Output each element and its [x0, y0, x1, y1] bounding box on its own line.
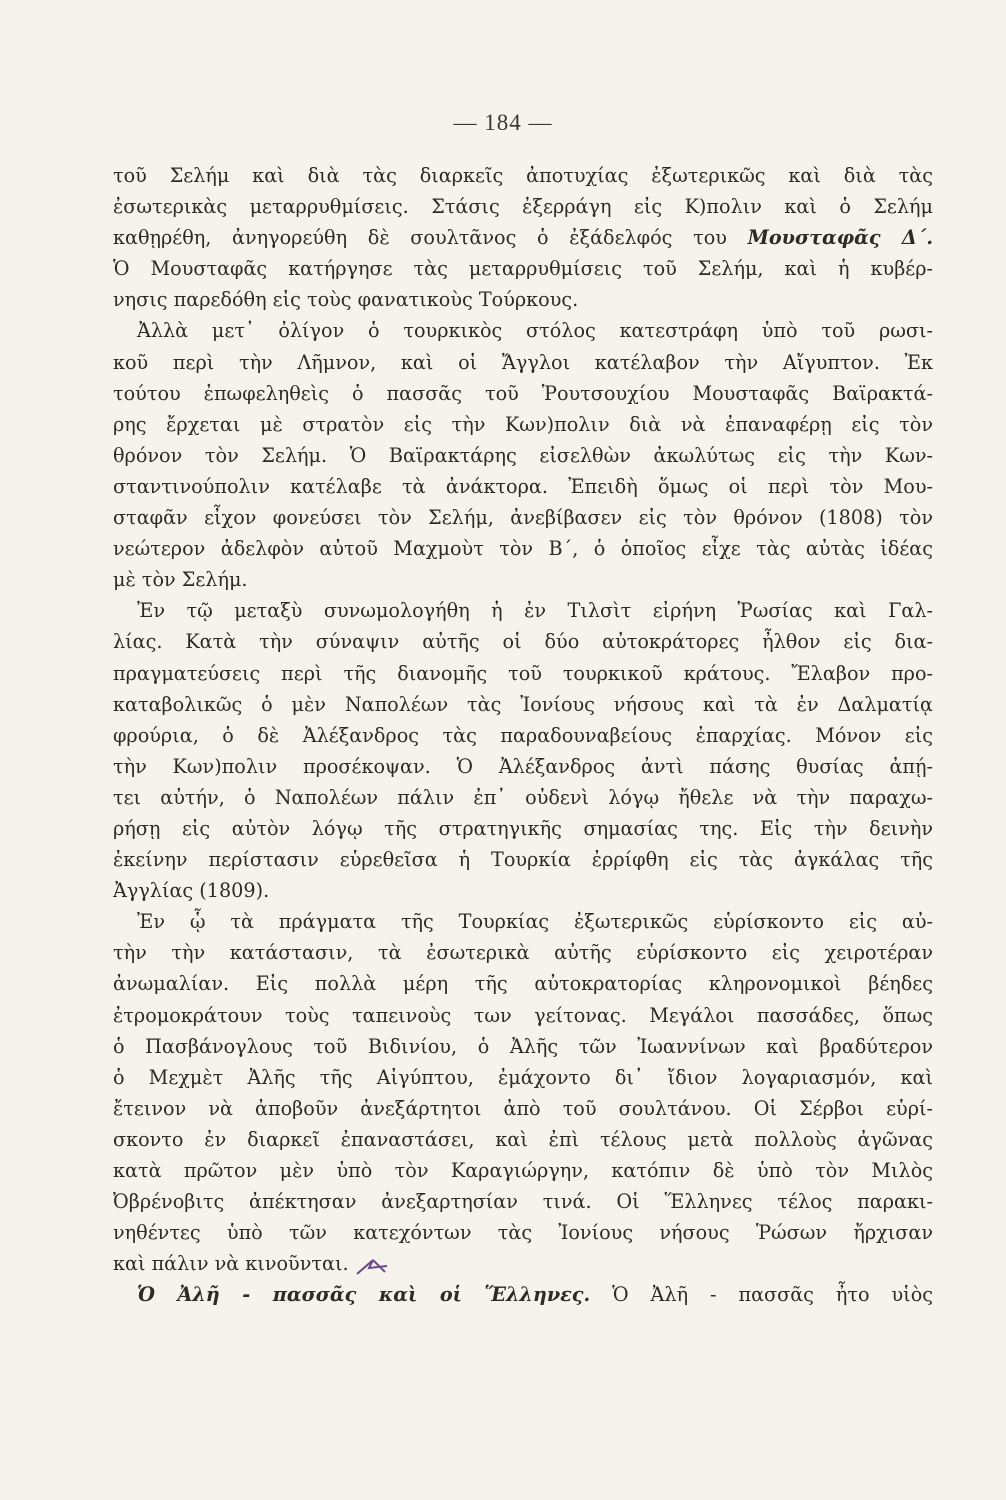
text-line — [113, 751, 933, 782]
text-line — [113, 689, 933, 720]
line-text: λίας. Κατὰ τὴν σύναψιν αὐτῆς οἱ δύο αὐτοκράτορες ἦλθον εἰς δια- — [113, 630, 933, 654]
line-text: Ἐν ᾧ τὰ πράγματα τῆς Τουρκίας ἐξωτερικῶς εὑρίσκοντο εἰς αὐ- — [137, 910, 933, 934]
page-number: — 184 — — [453, 110, 553, 135]
text-line — [113, 378, 933, 409]
line-text: κατὰ πρῶτον μὲν ὑπὸ τὸν Καραγιώργην, κατόπιν δὲ ὑπὸ τὸν Μιλὸς — [113, 1159, 933, 1182]
line-text: Ἀγγλίας (1809). — [113, 879, 270, 903]
line-text: θρόνον τὸν Σελήμ. Ὁ Βαϊρακτάρης εἰσελθὼν ἀκωλύτως εἰς τὴν Κων- — [113, 443, 933, 467]
text-line — [113, 1000, 933, 1031]
text-line — [113, 253, 933, 284]
text-line — [113, 875, 933, 906]
text-line — [113, 658, 933, 689]
text-line — [113, 626, 933, 657]
line-text: τοῦ Σελήμ καὶ διὰ τὰς διαρκεῖς ἀποτυχίας ἐξωτερικῶς καὶ διὰ τὰς — [113, 164, 933, 187]
line-text: μὲ τὸν Σελήμ. — [113, 568, 248, 592]
text-line — [113, 284, 933, 315]
line-text: καθῃρέθη, ἀνηγορεύθη δὲ σουλτᾶνος ὁ ἐξάδελφός του — [113, 226, 748, 250]
text-line — [113, 564, 933, 595]
text-line — [113, 347, 933, 378]
text-line — [113, 191, 933, 222]
line-text: τούτου ἐπωφεληθεὶς ὁ πασσᾶς τοῦ Ῥουτσουχίου Μουσταφᾶς Βαϊρακτά- — [113, 381, 933, 405]
text-line — [113, 1155, 933, 1186]
text-line — [113, 1031, 933, 1062]
text-line — [113, 937, 933, 968]
line-text: καὶ πάλιν νὰ κινοῦνται. — [113, 1252, 349, 1276]
text-line — [113, 1248, 933, 1279]
text-line — [113, 533, 933, 564]
text-line — [113, 315, 933, 346]
line-text: ἔτεινον νὰ ἀποβοῦν ἀνεξάρτητοι ἀπὸ τοῦ σουλτάνου. Οἱ Σέρβοι εὑρί- — [113, 1096, 933, 1120]
line-text: ὁ Μεχμὲτ Ἀλῆς τῆς Αἰγύπτου, ἐμάχοντο δι᾿ ἴδιον λογαριασμόν, καὶ — [113, 1065, 933, 1089]
text-line — [113, 1279, 933, 1310]
text-line — [113, 1062, 933, 1093]
line-text: νησις παρεδόθη εἰς τοὺς φανατικοὺς Τούρκους. — [113, 288, 579, 312]
line-text: τει αὐτήν, ὁ Ναπολέων πάλιν ἐπ᾿ οὐδενὶ λόγῳ ἤθελε νὰ τὴν παραχω- — [113, 785, 933, 809]
text-line — [113, 1217, 933, 1248]
line-text: ρης ἔρχεται μὲ στρατὸν εἰς τὴν Κων)πολιν διὰ νὰ ἐπαναφέρῃ εἰς τὸν — [113, 412, 933, 436]
text-line — [113, 906, 933, 937]
line-text: ἐκείνην περίστασιν εὑρεθεῖσα ἡ Τουρκία ἐρρίφθη εἰς τὰς ἀγκάλας τῆς — [113, 848, 933, 872]
line-text: τὴν τὴν κατάστασιν, τὰ ἐσωτερικὰ αὐτῆς εὑρίσκοντο εἰς χειροτέραν — [113, 941, 933, 965]
text-line — [113, 222, 933, 253]
text-line — [113, 782, 933, 813]
line-text: Ἐν τῷ μεταξὺ συνωμολογήθη ἡ ἐν Τιλσὶτ εἰρήνη Ῥωσίας καὶ Γαλ- — [137, 599, 933, 623]
text-line — [113, 471, 933, 502]
text-line — [113, 813, 933, 844]
bold-heading-text: Μουσταφᾶς Δ΄. — [747, 226, 933, 250]
text-body — [113, 160, 933, 1310]
line-text: ἀνωμαλίαν. Εἰς πολλὰ μέρη τῆς αὐτοκρατορίας κληρονομικοὶ βέηδες — [113, 972, 933, 996]
line-text: ἐτρομοκράτουν τοὺς ταπεινοὺς των γείτονας. Μεγάλοι πασσάδες, ὅπως — [113, 1003, 933, 1027]
text-line — [113, 844, 933, 875]
text-line — [113, 1124, 933, 1155]
text-line — [113, 440, 933, 471]
text-line — [113, 595, 933, 626]
text-line — [113, 1093, 933, 1124]
line-text: Ὁ Ἀλῆ - πασσᾶς ἦτο υἱὸς — [590, 1283, 933, 1307]
text-line — [113, 409, 933, 440]
line-text: Ὁ Μουσταφᾶς κατήργησε τὰς μεταρρυθμίσεις τοῦ Σελήμ, καὶ ἡ κυβέρ- — [113, 257, 933, 281]
line-text: ὁ Πασβάνογλους τοῦ Βιδινίου, ὁ Ἀλῆς τῶν Ἰωαννίνων καὶ βραδύτερον — [113, 1034, 933, 1058]
line-text: κοῦ περὶ τὴν Λῆμνον, καὶ οἱ Ἄγγλοι κατέλαβον τὴν Αἴγυπτον. Ἐκ — [113, 350, 933, 374]
line-text: σταφᾶν εἶχον φονεύσει τὸν Σελήμ, ἀνεβίβασεν εἰς τὸν θρόνον (1808) τὸν — [113, 506, 933, 530]
text-line — [113, 720, 933, 751]
line-text: νηθέντες ὑπὸ τῶν κατεχόντων τὰς Ἰονίους νήσους Ῥώσων ἤρχισαν — [113, 1221, 933, 1245]
line-text: σκοντο ἐν διαρκεῖ ἐπαναστάσει, καὶ ἐπὶ τέλους μετὰ πολλοὺς ἀγῶνας — [113, 1127, 933, 1151]
line-text: ρήσῃ εἰς αὐτὸν λόγῳ τῆς στρατηγικῆς σημασίας της. Εἰς τὴν δεινὴν — [113, 816, 933, 840]
line-text: σταντινούπολιν κατέλαβε τὰ ἀνάκτορα. Ἐπειδὴ ὅμως οἱ περὶ τὸν Μου- — [113, 474, 933, 498]
line-text: νεώτερον ἀδελφὸν αὐτοῦ Μαχμοὺτ τὸν Β΄, ὁ ὁποῖος εἶχε τὰς αὐτὰς ἰδέας — [113, 537, 933, 561]
text-line — [113, 968, 933, 999]
line-text: πραγματεύσεις περὶ τῆς διανομῆς τοῦ τουρκικοῦ κράτους. Ἔλαβον προ- — [113, 661, 933, 685]
line-text: τὴν Κων)πολιν προσέκοψαν. Ὁ Ἀλέξανδρος ἀντὶ πάσης θυσίας ἀπῄ- — [113, 754, 933, 778]
line-text: φρούρια, ὁ δὲ Ἀλέξανδρος τὰς παραδουναβείους ἐπαρχίας. Μόνον εἰς — [113, 723, 933, 747]
text-line — [113, 160, 933, 191]
section-mark-icon — [355, 1254, 389, 1276]
text-line — [113, 502, 933, 533]
line-text: καταβολικῶς ὁ μὲν Ναπολέων τὰς Ἰονίους νήσους καὶ τὰ ἐν Δαλματίᾳ — [113, 692, 933, 716]
bold-heading-text: Ὁ Ἀλῆ - πασσᾶς καὶ οἱ Ἕλληνες. — [137, 1283, 591, 1307]
line-text: ἐσωτερικὰς μεταρρυθμίσεις. Στάσις ἐξερράγη εἰς Κ)πολιν καὶ ὁ Σελήμ — [113, 195, 933, 219]
text-line — [113, 1186, 933, 1217]
line-text: Ἀλλὰ μετ᾿ ὀλίγον ὁ τουρκικὸς στόλος κατεστράφη ὑπὸ τοῦ ρωσι- — [137, 319, 933, 343]
line-text: Ὀβρένοβιτς ἀπέκτησαν ἀνεξαρτησίαν τινά. Οἱ Ἕλληνες τέλος παρακι- — [113, 1190, 933, 1214]
